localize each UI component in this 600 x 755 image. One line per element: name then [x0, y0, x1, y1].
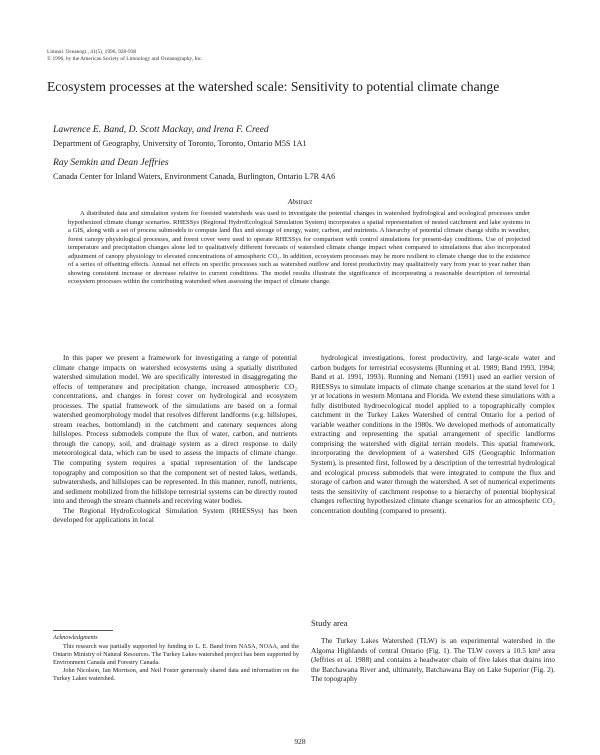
left-column	[53, 353, 297, 525]
study-area-paragraph: The Turkey Lakes Watershed (TLW) is an experimental watershed in the Algoma Highlands of central Ontario (Fig. 1). The TLW covers a 10.5 km² area (Jeffries et al. 1988) and contains a headwater chain of five lakes that drains into the Batchawana River and, ultimately, Batchawana Bay on Lake Superior (Fig. 2). The topography	[311, 636, 555, 684]
article-title: Ecosystem processes at the watershed scale: Sensitivity to potential climate change	[47, 79, 500, 94]
authors-group-2: Ray Semkin and Dean Jeffries	[53, 157, 169, 168]
right-column	[311, 353, 555, 515]
intro-paragraph-2: The Regional HydroEcological Simulation System (RHESSys) has been developed for applications in local	[53, 505, 297, 525]
affiliation-1: Department of Geography, University of Toronto, Toronto, Ontario M5S 1A1	[53, 139, 307, 148]
footnote-divider	[53, 630, 113, 631]
section-heading-study-area: Study area	[311, 618, 348, 628]
intro-paragraph-3: hydrological investigations, forest productivity, and large-scale water and carbon budgets for terrestrial ecosystems (Running et al. 1989; Band 1993, 1994; Band et al. 1991, 1993). Running and Nemani (1991) used an earlier version of RHESSys to simulate impacts of climate change scenarios at the stand level for 1 yr at locations in western Montana and Florida. We extend these simulations with a fully distributed hydroecological model applied to a topographically complex catchment in the Turkey Lakes Watershed of central Ontario for a period of variable weather conditions in the 1980s. We developed methods of automatically extracting and representing the spatial arrangement of specific landforms comprising the watershed with digital terrain models. This spatial framework, incorporating the development of a watershed GIS (Geographic Information System), is presented first, followed by a description of the terrestrial hydrological and ecological process submodels that were integrated to compute the flux and storage of carbon and water through the watershed. A set of numerical experiments tests the sensitivity of catchment response to a hierarchy of potential biophysical changes reflecting hypothesized climate change scenarios for an atmospheric CO₂ concentration doubling (compared to present).	[311, 353, 555, 515]
journal-citation	[47, 49, 203, 63]
journal-line-2: © 1996, by the American Society of Limnology and Oceanography, Inc.	[47, 56, 203, 62]
acknowledgments	[53, 634, 299, 683]
page-number: 928	[294, 737, 306, 746]
acknowledgments-paragraph-1: This research was partially supported by funding to L. E. Band from NASA, NOAA, and the Ontario Ministry of Natural Resources. The Turkey Lakes watershed project has been supported by Environment Canada and Forestry Canada.	[53, 643, 299, 666]
acknowledgments-heading: Acknowledgments	[53, 634, 98, 641]
intro-paragraph-1: In this paper we present a framework for investigating a range of potential climate change impacts on watershed ecosystems using a spatially distributed watershed simulation model. We are specifically interested in disaggregating the effects of temperature and precipitation change, increased atmospheric CO₂ concentrations, and changes in forest cover on hydrological and ecosystem processes. The spatial framework of the simulations are based on a formal watershed geomorphology model that resolves different landforms (e.g. hillslopes, stream reaches, bottomland) in the catchment and catenary sequences along hillslopes. Process submodels compute the flux of water, carbon, and nutrients through the canopy, soil, and drainage system as a direct response to daily meteorological data, which can be used to assess the impacts of climate change. The computing system requires a spatial representation of the landscape topography and composition so that the component set of nested lakes, wetlands, subwatersheds, and hillslopes can be represented. In this manner, runoff, nutrients, and sediment mobilized from the hillslope terrestrial systems can be directly routed into and through the stream channels and receiving water bodies.	[53, 353, 297, 506]
acknowledgments-paragraph-2: John Nicolson, Ian Morrison, and Neil Foster generously shared data and information on the Turkey Lakes watershed.	[53, 667, 299, 682]
abstract-heading: Abstract	[287, 198, 313, 206]
abstract-text: A distributed data and simulation system for forested watersheds was used to investigate the potential changes in watershed hydrological and ecological processes under hypothesized climate change scenarios. RHESSys (Regional HydroEcological Simulation System) incorporates a spatial representation of nested catchment and lake systems in a GIS, along with a set of process submodels to compute land flux and storage of energy, water, carbon, and nutrients. A hierarchy of potential climate change shifts in weather, forest canopy physiological processes, and forest cover were used to operate RHESSys for comparison with control simulations for present-day conditions. Use of projected temperature and precipitation changes alone led to qualitatively different forecasts of watershed climate change impact when compared to simulations that also incorporated adjustment of canopy physiology to elevated concentrations of atmospheric CO₂. In addition, ecosystem processes may be more resilient to climate change due to the existence of a series of offsetting effects. Annual net effects on specific processes such as watershed outflow and forest productivity may qualitatively vary from year to year rather than showing consistent increase or decrease relative to current conditions. The model results illustrate the significance of incorporating a reasonable description of terrestrial ecosystem processes within the contributing watershed when assessing the impact of climate change.	[68, 210, 530, 285]
journal-line-1: Limnol. Oceanogr., 41(5), 1996, 928-938	[47, 49, 137, 55]
authors-group-1: Lawrence E. Band, D. Scott Mackay, and Irena F. Creed	[53, 124, 269, 135]
affiliation-2: Canada Center for Inland Waters, Environment Canada, Burlington, Ontario L7R 4A6	[53, 172, 336, 181]
